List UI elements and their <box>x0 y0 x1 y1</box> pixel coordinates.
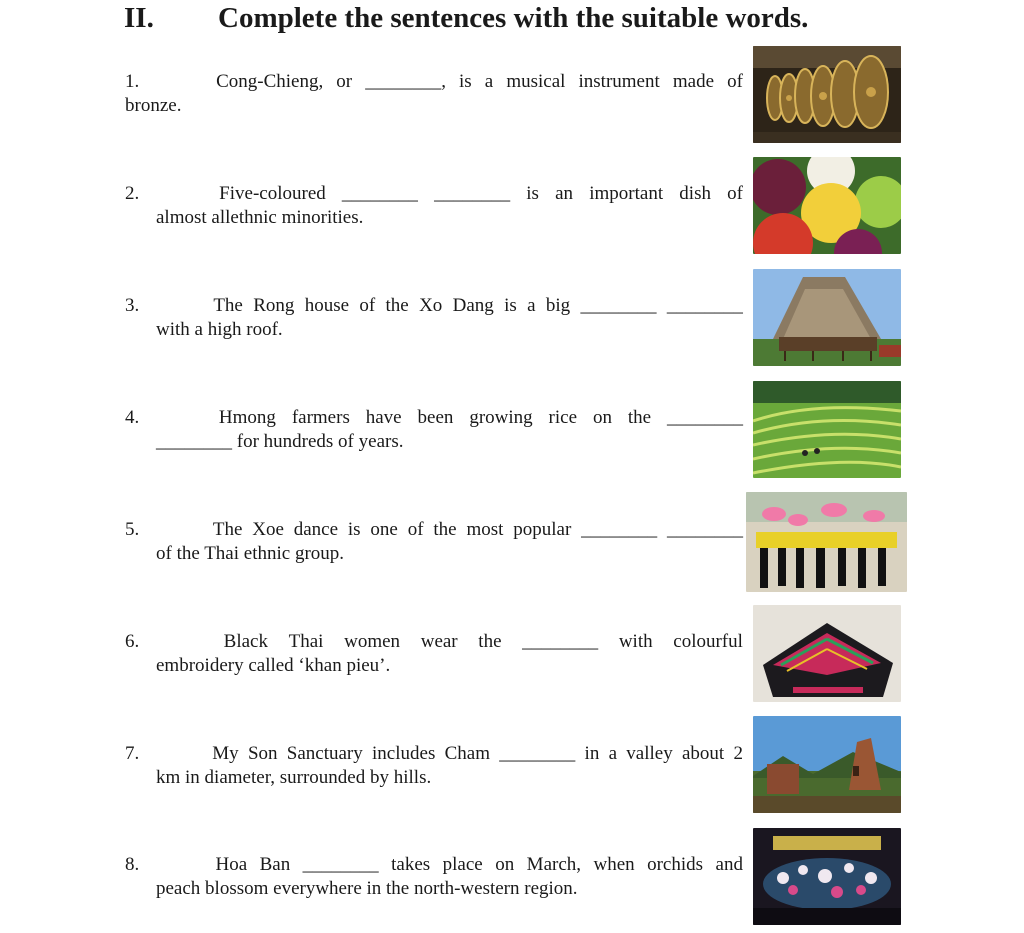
sentence-line-1 <box>125 406 743 430</box>
word: of <box>359 295 376 316</box>
sentence-item-8 <box>125 853 743 901</box>
xoe-dance-image <box>746 492 907 592</box>
word: big <box>545 295 571 316</box>
sentence-item-1 <box>125 70 743 118</box>
item-number: 5. <box>125 519 140 540</box>
answer-blank[interactable]: ________ <box>666 295 743 316</box>
word: Sanctuary <box>286 743 363 764</box>
word: and <box>715 854 743 875</box>
item-number: 7. <box>125 743 140 764</box>
word: Dang <box>452 295 494 316</box>
word: most <box>466 519 504 540</box>
answer-blank[interactable]: ________ <box>341 183 418 204</box>
word: Rong <box>253 295 295 316</box>
sentence-line-1 <box>125 294 743 318</box>
word: the <box>385 295 409 316</box>
word: popular <box>513 519 572 540</box>
word: when <box>593 854 635 875</box>
embroidered-scarf-image <box>753 605 901 702</box>
word: about <box>682 743 725 764</box>
item-number: 1. <box>125 71 140 92</box>
word: includes <box>372 743 436 764</box>
sentence-item-7 <box>125 742 743 790</box>
sentence-line-1 <box>125 518 743 542</box>
word: place <box>442 854 483 875</box>
sentence-item-4 <box>125 406 743 454</box>
answer-blank[interactable]: ________ <box>581 519 658 540</box>
answer-blank[interactable]: ________ <box>302 854 379 875</box>
word: rice <box>548 407 578 428</box>
word: Xo <box>419 295 443 316</box>
sentence-line-2: embroidery called ‘khan pieu’. <box>156 655 391 676</box>
answer-blank[interactable]: ________ <box>666 407 743 428</box>
word: a <box>527 295 536 316</box>
word: Black <box>223 631 268 652</box>
word: of <box>727 71 743 92</box>
item-number: 4. <box>125 407 140 428</box>
sentence-line-1 <box>125 182 743 206</box>
word: women <box>344 631 401 652</box>
word: valley <box>626 743 673 764</box>
word: Cong-Chieng, <box>216 71 324 92</box>
hoa-ban-festival-image <box>753 828 901 925</box>
word: on <box>592 407 612 428</box>
word: Hmong <box>218 407 276 428</box>
bronze-gongs-image <box>753 46 901 143</box>
exercise-heading <box>124 2 808 35</box>
answer-blank[interactable]: ________, <box>365 71 446 92</box>
sentence-line-1 <box>125 742 743 766</box>
word: Five-coloured <box>219 183 326 204</box>
word: of <box>727 183 743 204</box>
word: an <box>555 183 574 204</box>
sentence-line-2: almost allethnic minorities. <box>156 207 364 228</box>
word: on <box>495 854 515 875</box>
item-number: 3. <box>125 295 140 316</box>
sentence-line-2: bronze. <box>125 95 182 116</box>
word: is <box>504 295 517 316</box>
exercise-number: II. <box>124 2 154 34</box>
word: musical <box>506 71 566 92</box>
item-number: 6. <box>125 631 140 652</box>
answer-blank[interactable]: ________ <box>499 743 576 764</box>
word: colourful <box>673 631 743 652</box>
sentence-line-2: with a high roof. <box>156 319 283 340</box>
word: made <box>672 71 715 92</box>
word: orchids <box>647 854 704 875</box>
word: a <box>484 71 494 92</box>
word: Thai <box>288 631 324 652</box>
rice-terraces-image <box>753 381 901 478</box>
word: Xoe <box>252 519 284 540</box>
sentence-item-6 <box>125 630 743 678</box>
rong-house-image <box>753 269 901 366</box>
sentence-item-2 <box>125 182 743 230</box>
word: is <box>347 519 361 540</box>
sentence-item-3 <box>125 294 743 342</box>
word: is <box>526 183 539 204</box>
sentence-line-2: of the Thai ethnic group. <box>156 543 345 564</box>
sentence-line-2: ________ for hundreds of years. <box>156 431 404 452</box>
word: the <box>627 407 652 428</box>
answer-blank[interactable]: ________ <box>666 519 743 540</box>
word: The <box>212 519 243 540</box>
word: growing <box>469 407 533 428</box>
answer-blank[interactable]: ________ <box>434 183 511 204</box>
word: important <box>589 183 664 204</box>
sentence-line-2: peach blossom everywhere in the north-western region. <box>156 878 578 899</box>
word: of <box>407 519 424 540</box>
word: My <box>212 743 239 764</box>
word: the <box>433 519 457 540</box>
sentence-line-2: km in diameter, surrounded by hills. <box>156 767 432 788</box>
word: instrument <box>578 71 660 92</box>
word: Hoa <box>215 854 248 875</box>
word: Son <box>247 743 278 764</box>
word: farmers <box>291 407 350 428</box>
word: is <box>459 71 472 92</box>
word: dance <box>293 519 339 540</box>
word: have <box>365 407 402 428</box>
sentence-line-1 <box>125 70 743 94</box>
word: takes <box>391 854 431 875</box>
word: dish <box>679 183 711 204</box>
sentence-line-1 <box>125 853 743 877</box>
word: the <box>478 631 502 652</box>
word: Ban <box>259 854 291 875</box>
five-coloured-sticky-rice-image <box>753 157 901 254</box>
sentence-line-1 <box>125 630 743 654</box>
word: house <box>304 295 350 316</box>
word: in <box>584 743 600 764</box>
word: or <box>336 71 353 92</box>
item-number: 2. <box>125 183 140 204</box>
word: Cham <box>444 743 491 764</box>
answer-blank[interactable]: ________ <box>522 631 599 652</box>
item-number: 8. <box>125 854 140 875</box>
word: wear <box>420 631 458 652</box>
word: with <box>618 631 653 652</box>
word: a <box>608 743 618 764</box>
answer-blank[interactable]: ________ <box>580 295 657 316</box>
exercise-title: Complete the sentences with the suitable words. <box>218 2 809 34</box>
word: March, <box>526 854 582 875</box>
sentence-item-5 <box>125 518 743 566</box>
my-son-sanctuary-image <box>753 716 901 813</box>
word: 2 <box>733 743 743 764</box>
word: one <box>370 519 398 540</box>
word: The <box>213 295 243 316</box>
word: been <box>417 407 454 428</box>
